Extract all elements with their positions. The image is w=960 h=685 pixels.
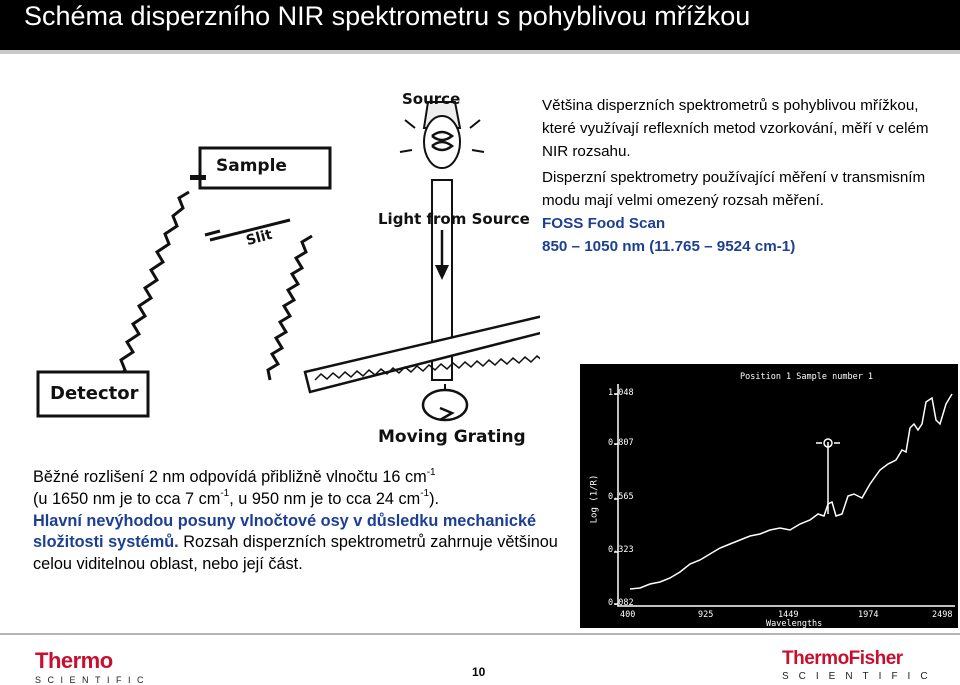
- resolution-text: , u 950 nm je to cca 24 cm: [229, 489, 421, 508]
- range-remark: Rozsah disperzních spektrometrů zahrnuje většinou celou viditelnou oblast, nebo její část.: [33, 533, 558, 574]
- logo-word: Thermo: [35, 648, 113, 673]
- logo-subtitle: SCIENTIFIC: [35, 675, 151, 685]
- thermo-scientific-logo: [35, 648, 150, 685]
- rotation-icon: [423, 384, 467, 420]
- resolution-line-2: [33, 489, 573, 511]
- slit-label: Slit: [244, 226, 274, 250]
- light-label: Light from Source: [378, 210, 530, 228]
- lamp-icon: [400, 102, 484, 168]
- logo-word: ThermoFisher: [782, 648, 903, 669]
- x-tick-2: 925: [698, 610, 714, 620]
- product-range: 850 – 1050 nm (11.765 – 9524 cm-1): [542, 237, 796, 255]
- source-label: Source: [402, 90, 461, 108]
- y-tick-4: 0.323: [608, 545, 634, 555]
- paragraph-transmissive: Disperzní spektrometry používající měření v transmisním modu mají velmi omezený rozsah měření.: [542, 169, 926, 210]
- resolution-text: (u 1650 nm je to cca 7 cm: [33, 489, 221, 508]
- disadvantage-paragraph: [33, 511, 573, 576]
- detector-label: Detector: [50, 383, 139, 404]
- paragraph-reflexive: Většina disperzních spektrometrů s pohyblivou mřížkou, které využívají reflexních metod vzorkování, měří v celém NIR rozsahu.: [542, 97, 929, 160]
- x-tick-5: 2498: [932, 610, 953, 620]
- resolution-text: Běžné rozlišení 2 nm odpovídá přibližně vlnočtu 16 cm: [33, 468, 427, 486]
- title-underline: [0, 50, 960, 54]
- x-tick-1: 400: [620, 610, 636, 620]
- product-name: FOSS Food Scan: [542, 214, 666, 232]
- y-axis-label: Log (1/R): [589, 474, 600, 524]
- y-tick-3: 0.565: [608, 492, 634, 502]
- spectrum-plot: [580, 364, 958, 628]
- slide-title: Schéma disperzního NIR spektrometru s pohyblivou mřížkou: [24, 1, 751, 31]
- grating-label: Moving Grating: [378, 427, 526, 447]
- spectrum-header: Position 1 Sample number 1: [740, 372, 874, 382]
- right-text-block: [542, 95, 952, 259]
- logo-subtitle: SCIENTIFIC: [782, 671, 938, 682]
- x-tick-3: 1449: [778, 610, 799, 620]
- superscript: -1: [220, 488, 230, 500]
- y-tick-2: 0.807: [608, 438, 634, 448]
- superscript: -1: [420, 488, 430, 500]
- superscript: -1: [426, 466, 436, 478]
- sample-label: Sample: [216, 156, 287, 176]
- page-number: 10: [472, 665, 486, 679]
- resolution-line-1: [33, 467, 573, 489]
- main-disadvantage: Hlavní nevýhodou posuny vlnočtové osy v důsledku mechanické složitosti systémů.: [33, 511, 537, 552]
- bottom-text-block: [33, 467, 573, 576]
- spectrometer-diagram: [20, 80, 540, 455]
- y-tick-5: 0.082: [608, 598, 634, 608]
- spectrum-drawing: [580, 364, 958, 628]
- resolution-text: ).: [429, 489, 440, 508]
- x-axis-label: Wavelengths: [766, 619, 823, 629]
- title-bar: [0, 0, 960, 50]
- thermofisher-logo: [782, 648, 938, 682]
- y-tick-1: 1.048: [608, 388, 634, 398]
- footer-divider: [0, 633, 960, 635]
- x-tick-4: 1974: [858, 610, 879, 620]
